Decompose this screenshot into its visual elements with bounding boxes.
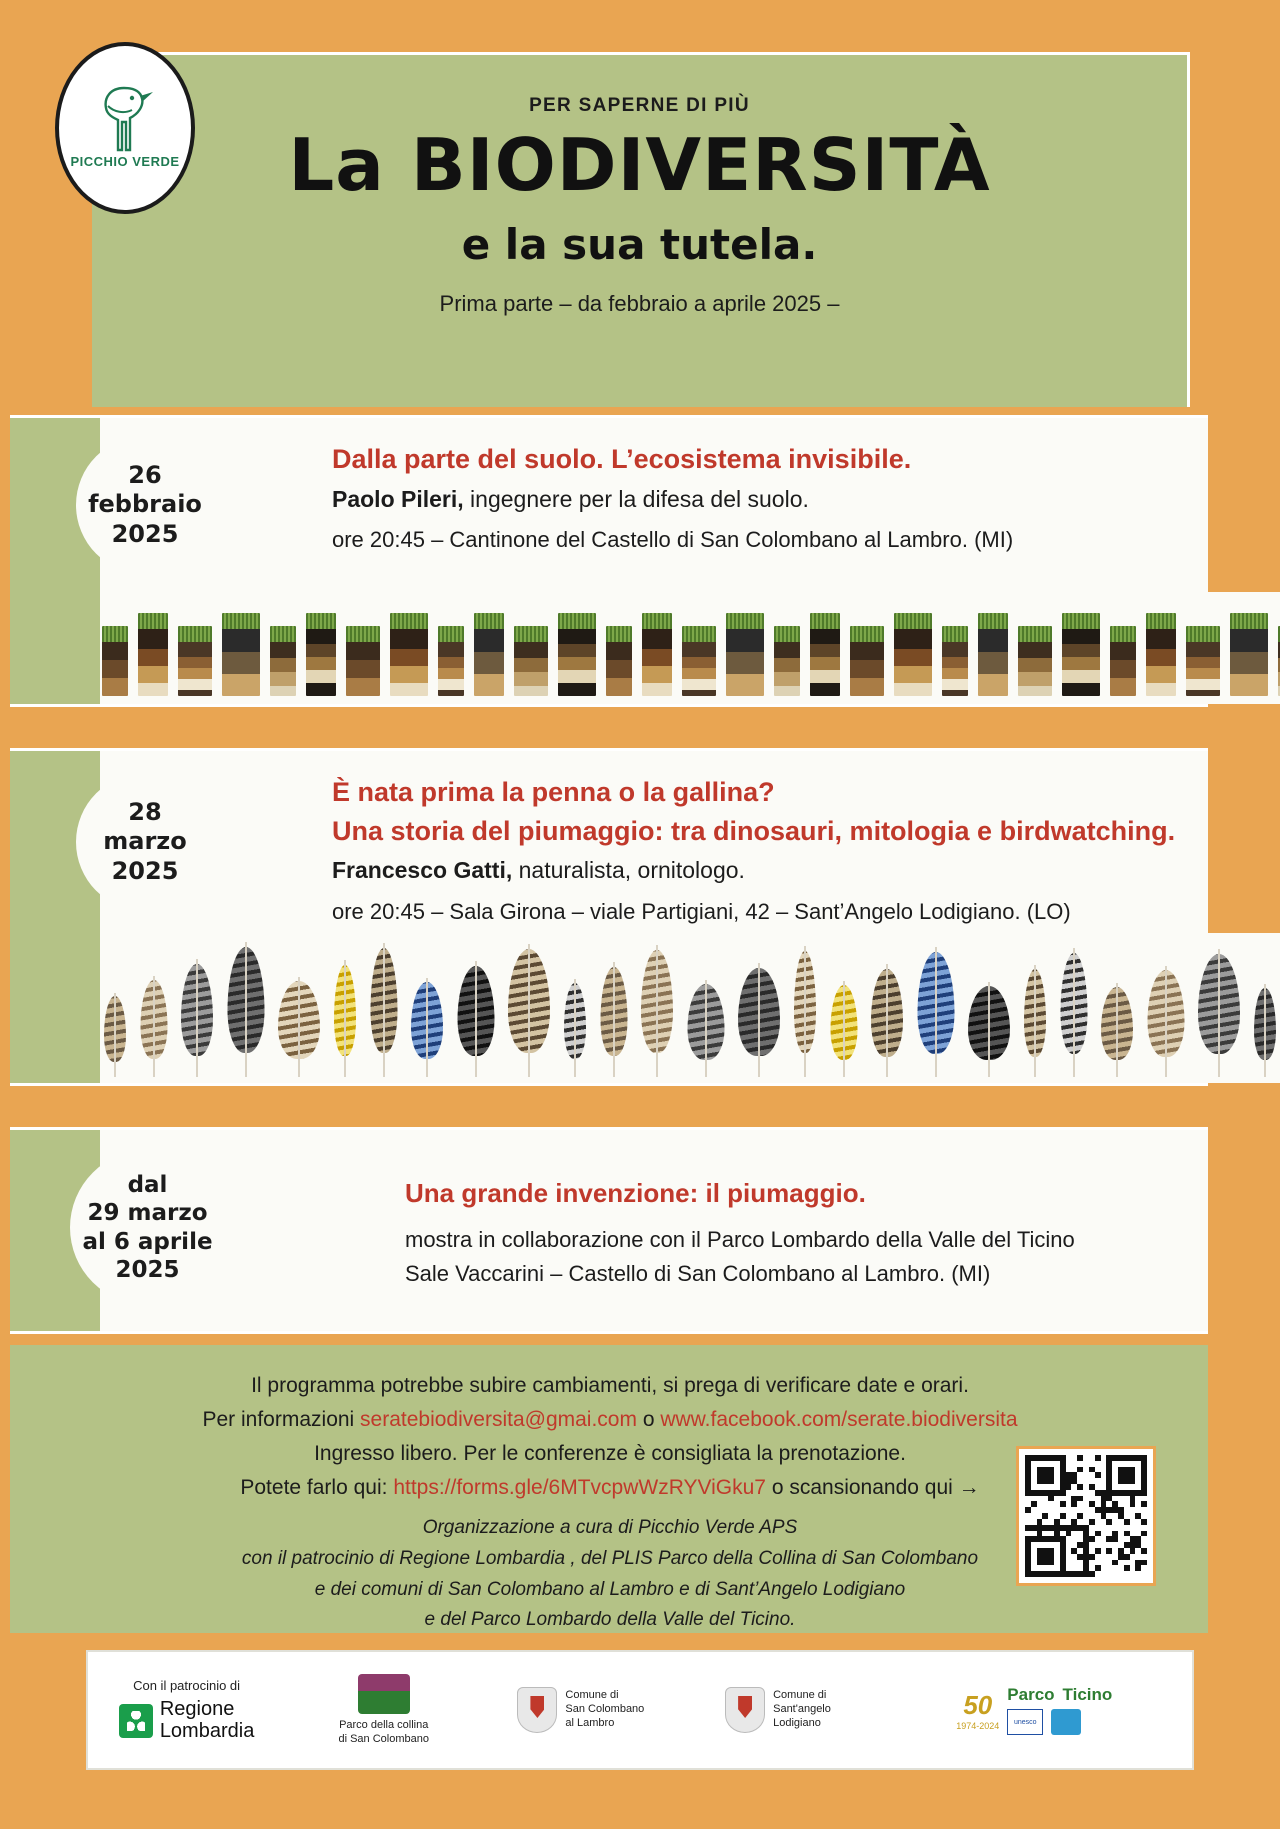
sponsors-bar [86, 1650, 1194, 1770]
feather [738, 963, 780, 1077]
comune1-line-2: San Colombano [565, 1703, 645, 1716]
event-2-month: marzo [103, 827, 187, 856]
event-1-day: 26 [128, 461, 162, 490]
exhibition-title: Una grande invenzione: il piumaggio. [405, 1178, 866, 1208]
event-2-where: ore 20:45 – Sala Girona – viale Partigiani, 42 – Sant’Angelo Lodigiano. (LO) [332, 898, 1071, 924]
soil-profile [894, 613, 932, 696]
info-line-1: Il programma potrebbe subire cambiamenti, si prega di verificare date e orari. [251, 1374, 969, 1397]
event-2-day: 28 [128, 798, 162, 827]
info-line-2-pre: Per informazioni [202, 1408, 361, 1432]
info-line-4-pre: Potete farlo qui: [240, 1476, 394, 1500]
event-1-date [76, 436, 214, 574]
soil-profile [390, 613, 428, 696]
form-link[interactable]: https://forms.gle/6MTvcpwWzRYViGku7 [393, 1476, 766, 1500]
org-line-3: e dei comuni di San Colombano al Lambro e di Sant’Angelo Lodigiano [314, 1578, 906, 1600]
soil-profile [178, 626, 212, 696]
soil-profile [306, 613, 336, 696]
regione-line-1: Regione [159, 1697, 235, 1720]
soil-profile [942, 626, 968, 696]
soil-profile [474, 613, 504, 696]
feather [830, 981, 857, 1077]
soil-profile [774, 626, 800, 696]
feather [600, 962, 627, 1077]
anniversary-number: 50 [963, 1689, 993, 1720]
poster-header [92, 52, 1190, 407]
patrocinio-label: Con il patrocinio di [133, 1677, 241, 1693]
exhibition-text [405, 1178, 1188, 1291]
feather [1024, 965, 1046, 1077]
exhibition-date-line-4: 2025 [115, 1256, 180, 1283]
soil-profile [810, 613, 840, 696]
info-line-3: Ingresso libero. Per le conferenze è consigliata la prenotazione. [314, 1442, 906, 1466]
feather [334, 960, 356, 1077]
soil-profile [1146, 613, 1176, 696]
soil-profile [1018, 626, 1052, 696]
soil-profile [438, 626, 464, 696]
soil-profile [1062, 613, 1100, 696]
feather [227, 942, 264, 1077]
event-2-text [332, 775, 1188, 927]
event-1-speaker-name: Paolo Pileri, [332, 485, 464, 512]
feather [564, 979, 586, 1077]
feather [641, 945, 673, 1077]
soil-profile [1186, 626, 1220, 696]
event-2-title-second-line: Una storia del piumaggio: tra dinosauri, mitologia e birdwatching. [332, 815, 1176, 846]
event-2-content [100, 751, 1208, 1083]
soil-profile [606, 626, 632, 696]
exhibition-panel [10, 1127, 1208, 1334]
event-2-speaker [332, 856, 1188, 886]
sponsor-parco-collina [285, 1652, 482, 1768]
collina-line-2: di San Colombano [338, 1732, 429, 1745]
feather [687, 980, 724, 1077]
event-2-speaker-name: Francesco Gatti, [332, 857, 513, 884]
soil-profile [270, 626, 296, 696]
feather [794, 946, 816, 1077]
comune1-line-3: al Lambro [565, 1716, 615, 1729]
feather [181, 959, 213, 1077]
event-1-content [100, 418, 1208, 704]
exhibition-line-2: Sale Vaccarini – Castello di San Colombano al Lambro. (MI) [405, 1261, 991, 1287]
soil-profile [138, 613, 168, 696]
org-line-2: con il patrocinio di Regione Lombardia , del PLIS Parco della Collina di San Colombano [241, 1547, 979, 1569]
soil-profile [850, 626, 884, 696]
event-1-where: ore 20:45 – Cantinone del Castello di San Colombano al Lambro. (MI) [332, 527, 1014, 553]
header-note: Prima parte – da febbraio a aprile 2025 – [439, 291, 840, 316]
soil-profile [102, 626, 128, 696]
soil-profiles-image [100, 592, 1280, 704]
soil-profile [1230, 613, 1268, 696]
event-2-speaker-role: naturalista, ornitologo. [512, 857, 745, 884]
feather [140, 976, 167, 1077]
sponsor-regione-lombardia [88, 1652, 285, 1768]
soil-profile [682, 626, 716, 696]
info-lines [100, 1369, 1120, 1505]
qr-code[interactable] [1016, 1446, 1156, 1586]
org-line-1: Organizzazione a cura di Picchio Verde APS [422, 1517, 798, 1538]
crest-santangelo-icon [725, 1687, 765, 1733]
comune2-line-1: Comune di [773, 1689, 827, 1702]
facebook-link[interactable]: www.facebook.com/serate.biodiversita [660, 1408, 1018, 1432]
event-1-speaker-role: ingegnere per la difesa del suolo. [463, 485, 809, 512]
soil-profile [222, 613, 260, 696]
feather [278, 977, 320, 1077]
picchio-verde-logo [55, 42, 195, 214]
event-1-month: febbraio [88, 490, 202, 519]
feather [1060, 948, 1087, 1077]
feathers-image [100, 933, 1280, 1083]
org-line-4: e del Parco Lombardo della Valle del Ticino. [424, 1609, 796, 1631]
exhibition-date-line-3: al 6 aprile [82, 1228, 213, 1255]
feather [968, 982, 1010, 1077]
feather [457, 961, 494, 1077]
regione-line-2: Lombardia [159, 1719, 255, 1742]
anniversary-years: 1974-2024 [956, 1720, 1000, 1731]
regione-lombardia-icon [119, 1704, 153, 1738]
event-1-year: 2025 [111, 519, 179, 548]
comune1-line-1: Comune di [565, 1689, 619, 1702]
feather [370, 943, 397, 1077]
feather [508, 944, 550, 1077]
event-1-title: Dalla parte del suolo. L’ecosistema invisibile. [332, 444, 912, 474]
info-line-4 [100, 1471, 1120, 1505]
soil-profile [346, 626, 380, 696]
soil-profile [978, 613, 1008, 696]
info-block [10, 1345, 1208, 1633]
crest-san-colombano-icon [517, 1687, 557, 1733]
logo-label [59, 154, 191, 169]
exhibition-date-line-1: dal [127, 1172, 168, 1199]
biosphere-reserve-icon [1051, 1709, 1081, 1735]
feather [1198, 949, 1240, 1077]
info-line-2 [100, 1403, 1120, 1437]
exhibition-date-line-2: 29 marzo [87, 1200, 208, 1227]
email-link[interactable]: seratebiodiversita@gmai.com [360, 1408, 637, 1432]
woodpecker-icon [94, 82, 156, 156]
parco-label: Parco [1007, 1685, 1055, 1704]
logo-line-2: VERDE [132, 154, 180, 169]
soil-profile [1110, 626, 1136, 696]
exhibition-content [100, 1130, 1208, 1331]
sponsor-parco-ticino [877, 1652, 1192, 1768]
exhibition-line-1: mostra in collaborazione con il Parco Lombardo della Valle del Ticino [405, 1227, 1075, 1252]
feather [1147, 966, 1184, 1077]
sponsor-comune-san-colombano [482, 1652, 679, 1768]
soil-profile [514, 626, 548, 696]
event-2-year: 2025 [111, 856, 179, 885]
event-panel-1 [10, 415, 1208, 707]
ticino-label: Ticino [1062, 1685, 1113, 1704]
feather [411, 978, 443, 1077]
info-line-4-post: o scansionando qui → [765, 1476, 980, 1500]
comune2-line-3: Lodigiano [773, 1716, 821, 1729]
event-1-speaker [332, 485, 1188, 515]
page-subtitle: e la sua tutela. [461, 220, 818, 269]
event-2-date [76, 773, 214, 911]
collina-line-1: Parco della collina [339, 1718, 429, 1731]
info-line-2-mid: o [636, 1408, 661, 1432]
exhibition-date [70, 1150, 225, 1305]
soil-profile [558, 613, 596, 696]
sponsor-comune-santangelo [679, 1652, 876, 1768]
logo-line-1: PICCHIO [70, 154, 129, 169]
header-kicker: PER SAPERNE DI PIÙ [529, 95, 750, 116]
unesco-icon: unesco [1007, 1709, 1043, 1735]
page-title: La BIODIVERSITÀ [288, 123, 991, 207]
organization-lines [100, 1513, 1120, 1636]
feather [104, 993, 126, 1077]
event-panel-2 [10, 748, 1208, 1086]
parco-collina-icon [358, 1674, 410, 1714]
soil-profile [726, 613, 764, 696]
soil-profile [642, 613, 672, 696]
feather [1254, 984, 1276, 1077]
feather [917, 947, 954, 1077]
feather [871, 964, 903, 1077]
feather [1101, 983, 1133, 1077]
event-2-title: È nata prima la penna o la gallina? [332, 777, 775, 807]
comune2-line-2: Sant'angelo [773, 1703, 831, 1716]
event-1-text [332, 442, 1188, 555]
